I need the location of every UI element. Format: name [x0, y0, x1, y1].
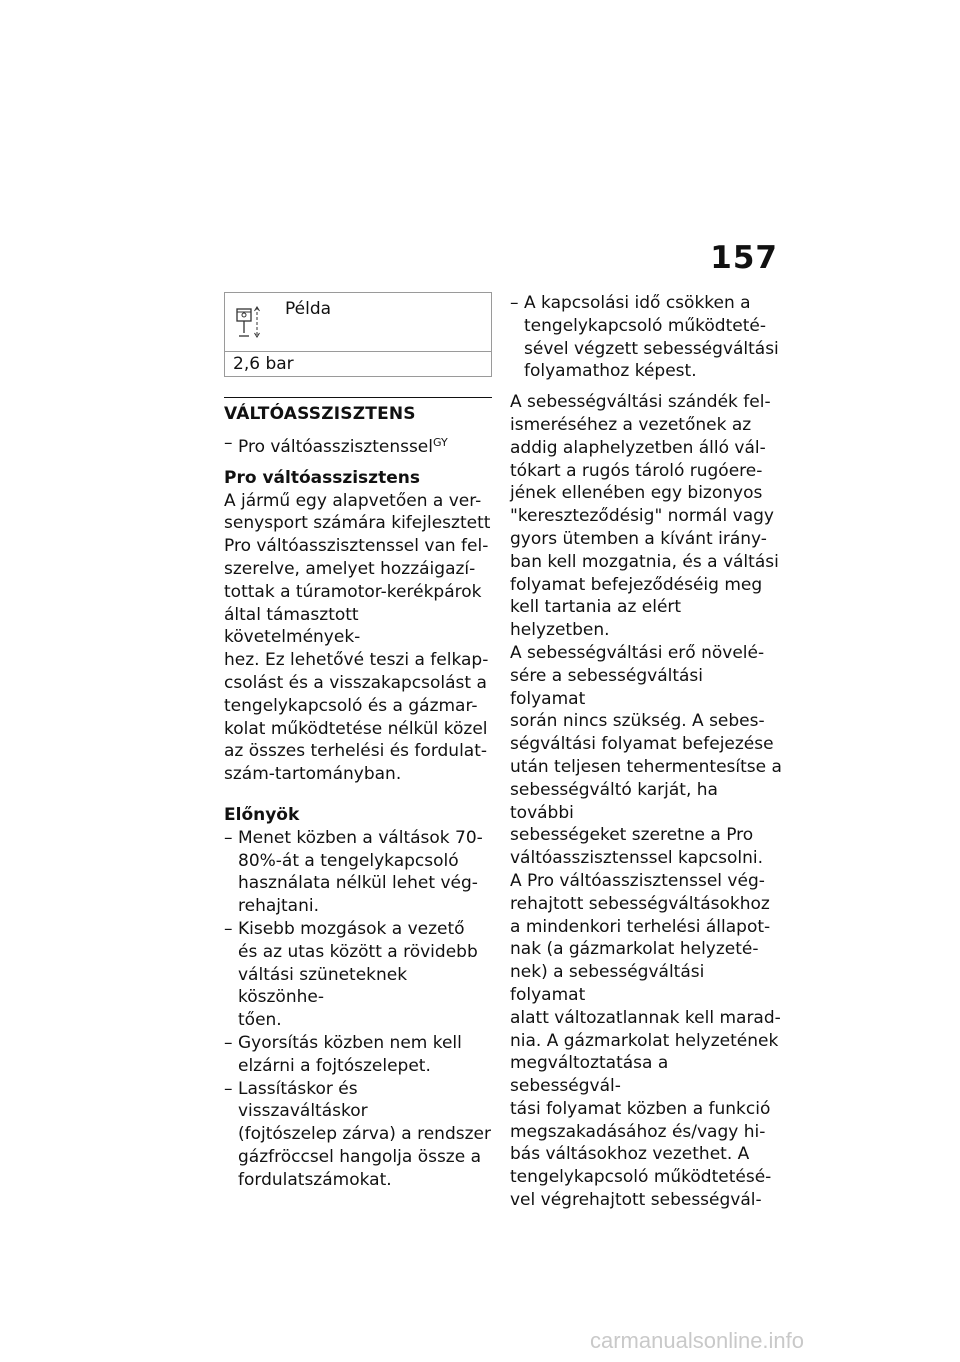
page-number: 157	[710, 240, 778, 276]
dash: –	[224, 918, 233, 939]
dash: –	[510, 293, 519, 313]
text-line: ismeréséhez a vezetőnek az	[510, 414, 752, 435]
text-line: a mindenkori terhelési állapot-	[510, 916, 771, 937]
list-item-line: Gyorsítás közben nem kell	[238, 1032, 462, 1053]
list-item	[224, 1032, 492, 1078]
list-item	[224, 827, 492, 918]
text-line: kell tartania az elért helyzetben.	[510, 597, 682, 641]
example-value: 2,6 bar	[233, 354, 294, 374]
text-line: "kereszteződésig" normál vagy	[510, 506, 774, 527]
feature-line	[224, 432, 492, 459]
text-line: A Pro váltóasszisztenssel vég-	[510, 870, 765, 891]
example-header	[225, 293, 491, 352]
text-line: gyors ütemben a kívánt irány-	[510, 528, 767, 549]
text-line: tottak a túramotor-kerékpárok	[224, 581, 482, 602]
list-item-line: használata nélkül lehet vég-	[238, 873, 478, 894]
example-box	[224, 292, 492, 377]
text-line: szám-tartományban.	[224, 764, 402, 785]
list-item	[224, 918, 492, 1032]
advantages-list	[224, 827, 492, 1192]
text-line: alatt változatlannak kell marad-	[510, 1007, 781, 1028]
text-line: ban kell mozgatnia, és a váltási	[510, 551, 779, 572]
list-item-line: sével végzett sebességváltási	[524, 338, 779, 359]
text-line: Pro váltóasszisztenssel van fel-	[224, 536, 489, 557]
list-item-line: gázfröccsel hangolja össze a	[238, 1146, 482, 1167]
text-line: hez. Ez lehetővé teszi a felkap-	[224, 650, 489, 671]
text-line: nia. A gázmarkolat helyzetének	[510, 1030, 779, 1051]
list-item-line: rehajtani.	[238, 896, 319, 917]
right-list	[510, 292, 782, 383]
text-line: jének ellenében egy bizonyos	[510, 483, 763, 504]
text-line: az összes terhelési és fordulat-	[224, 741, 488, 762]
list-item-line: Kisebb mozgások a vezető	[238, 918, 465, 939]
text-line: bás váltásokhoz vezethet. A	[510, 1144, 750, 1165]
text-line: sebességeket szeretne a Pro	[510, 825, 754, 846]
text-line: A sebességváltási szándék fel-	[510, 392, 771, 413]
text-line: A jármű egy alapvetően a ver-	[224, 490, 482, 511]
piston-pressure-icon	[235, 303, 261, 343]
list-item-line: fordulatszámokat.	[238, 1169, 392, 1190]
text-line: sebességváltó karját, ha további	[510, 779, 718, 823]
text-line: rehajtott sebességváltásokhoz	[510, 893, 770, 914]
text-line: tengelykapcsoló működtetésé-	[510, 1167, 772, 1188]
text-line: A sebességváltási erő növelé-	[510, 642, 765, 663]
text-line: megváltoztatása a sebességvál-	[510, 1053, 669, 1097]
list-item-line: Menet közben a váltások 70-	[238, 827, 483, 848]
text-line: kolat működtetése nélkül közel	[224, 718, 488, 739]
list-item-line: tengelykapcsoló működteté-	[524, 315, 766, 336]
list-item-line: tően.	[238, 1010, 282, 1031]
text-line: tási folyamat közben a funkció	[510, 1098, 771, 1119]
text-line: nak (a gázmarkolat helyzeté-	[510, 939, 759, 960]
list-item-line: váltási szüneteknek köszönhe-	[238, 964, 408, 1008]
text-line: tengelykapcsoló és a gázmar-	[224, 695, 478, 716]
text-line: szerelve, amelyet hozzáigazí-	[224, 558, 476, 579]
text-line: tókart a rugós tároló rugóere-	[510, 460, 763, 481]
dash: –	[224, 433, 233, 453]
text-line: addig alaphelyzetben álló vál-	[510, 437, 766, 458]
text-line: ségváltási folyamat befejezése	[510, 734, 774, 755]
list-item-line: (fojtószelep zárva) a rendszer	[238, 1124, 491, 1145]
example-label: Példa	[285, 299, 332, 319]
feature-text: Pro váltóasszisztenssel	[238, 437, 433, 457]
text-line: nek) a sebességváltási folyamat	[510, 962, 705, 1005]
text-line: során nincs szükség. A sebes-	[510, 711, 765, 732]
left-column	[224, 292, 492, 1192]
section-title: VÁLTÓASSZISZTENS	[224, 404, 416, 424]
text-line: váltóasszisztenssel kapcsolni.	[510, 848, 764, 869]
list-item-line: Lassításkor és visszaváltáskor	[238, 1078, 368, 1122]
dash: –	[224, 1078, 233, 1099]
right-column	[510, 292, 782, 1212]
shift-paragraph	[510, 391, 782, 1212]
text-line: folyamat befejeződéséig meg	[510, 574, 763, 595]
text-line: által támasztott követelmények-	[224, 604, 361, 648]
list-item-line: és az utas között a rövidebb	[238, 941, 478, 962]
watermark: carmanualsonline.info	[590, 1328, 805, 1353]
subsection-title: Pro váltóasszisztens	[224, 467, 420, 488]
list-item-line: 80%-át a tengelykapcsoló	[238, 850, 459, 871]
text-line: csolást és a visszakapcsolást a	[224, 672, 487, 693]
feature-superscript: GY	[433, 436, 448, 449]
text-line: után teljesen tehermentesítse a	[510, 756, 782, 777]
text-line: megszakadásához és/vagy hi-	[510, 1121, 766, 1142]
text-line: senysport számára kifejlesztett	[224, 513, 491, 534]
intro-paragraph	[224, 490, 492, 786]
text-line: sére a sebességváltási folyamat	[510, 665, 704, 709]
dash: –	[224, 827, 233, 848]
section-divider	[224, 397, 492, 398]
dash: –	[224, 1032, 233, 1053]
list-item	[224, 1078, 492, 1192]
advantages-title: Előnyök	[224, 804, 300, 825]
list-item-line: elzárni a fojtószelepet.	[238, 1055, 431, 1076]
list-item-line: folyamathoz képest.	[524, 361, 697, 382]
list-item-line: A kapcsolási idő csökken a	[524, 293, 751, 313]
text-line: vel végrehajtott sebességvál-	[510, 1190, 762, 1211]
list-item	[510, 292, 782, 383]
